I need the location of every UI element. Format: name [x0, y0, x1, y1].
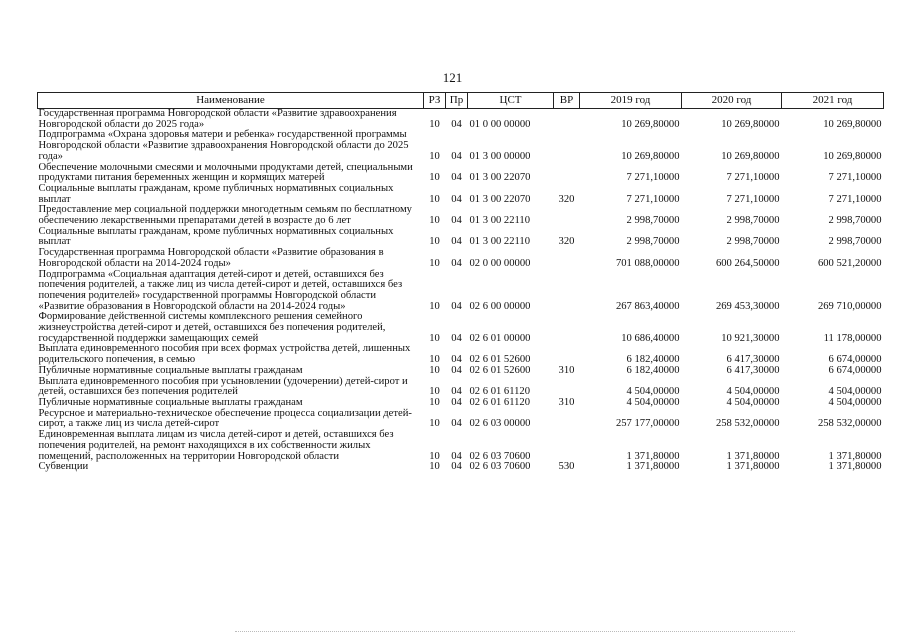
page-number: 121 — [442, 70, 463, 85]
cell-name: Формирование действенной системы комплексного решения семейного жизнеустройства детей-сирот и детей, оставшихся без попечения родителей, государственной поддержки замещающих семей — [38, 311, 386, 344]
cell-vr — [554, 163, 580, 184]
cell-vr — [554, 130, 580, 162]
header-2021: 2021 год — [782, 93, 884, 109]
cell-y2019: 7 271,10000 — [626, 172, 680, 184]
table-row — [38, 227, 884, 248]
table-row — [38, 130, 884, 162]
cell-cst: 01 3 00 22070 — [469, 172, 531, 184]
cell-y2019: 7 271,10000 — [626, 193, 680, 205]
cell-y2021: 7 271,10000 — [828, 193, 882, 205]
table-row — [38, 312, 884, 344]
cell-y2019: 4 504,00000 — [626, 386, 680, 398]
table-row — [38, 248, 884, 269]
table-header-row — [38, 93, 884, 109]
cell-y2021: 11 178,00000 — [823, 332, 882, 344]
cell-pr: 04 — [451, 332, 462, 344]
cell-pr: 04 — [451, 450, 462, 462]
cell-cst: 02 6 03 00000 — [469, 418, 531, 430]
cell-vr — [554, 205, 580, 226]
cell-cst: 02 6 01 00000 — [469, 332, 531, 344]
cell-y2019: 2 998,70000 — [626, 215, 680, 227]
cell-cst: 01 3 00 22110 — [469, 215, 531, 227]
cell-rz: 10 — [429, 332, 440, 344]
cell-rz: 10 — [429, 461, 440, 473]
cell-cst: 01 3 00 22110 — [469, 236, 531, 248]
header-pr: Пр — [446, 93, 468, 109]
cell-pr: 04 — [451, 364, 462, 376]
cell-pr: 04 — [451, 300, 462, 312]
cell-y2020: 258 532,00000 — [715, 418, 780, 430]
cell-y2020: 4 504,00000 — [726, 386, 780, 398]
cell-y2021: 269 710,00000 — [817, 300, 882, 312]
cell-rz: 10 — [429, 215, 440, 227]
cell-y2020: 2 998,70000 — [726, 236, 780, 248]
page-footer-marks — [235, 631, 795, 635]
cell-y2020: 6 417,30000 — [726, 354, 780, 366]
cell-vr: 310 — [558, 396, 575, 408]
cell-y2021: 10 269,80000 — [823, 118, 882, 130]
cell-pr: 04 — [451, 172, 462, 184]
cell-vr: 320 — [558, 236, 575, 248]
cell-vr — [554, 344, 580, 365]
table-row — [38, 462, 884, 473]
cell-name: Государственная программа Новгородской области «Развитие образования в Новгородской области на 2014-2024 годы» — [38, 247, 384, 269]
cell-name: Ресурсное и материально-техническое обеспечение процесса социализации детей-сирот, а также лиц из числа детей-сирот — [38, 407, 412, 430]
cell-cst: 02 6 00 00000 — [469, 300, 531, 312]
cell-name: Обеспечение молочными смесями и молочными продуктами детей, специальными продуктами питания беременных женщин и кормящих матерей — [38, 161, 413, 184]
cell-vr — [554, 430, 580, 462]
table-row — [38, 163, 884, 184]
cell-rz: 10 — [429, 418, 440, 430]
cell-cst: 01 3 00 22070 — [469, 193, 531, 205]
cell-vr — [554, 270, 580, 313]
cell-pr: 04 — [451, 461, 462, 473]
cell-name: Единовременная выплата лицам из числа детей-сирот и детей, оставшихся без попечения родителей, на ремонт находящихся в их собственности жилых помещений, расположенных на территории Новгородской области — [38, 429, 394, 462]
cell-rz: 10 — [429, 396, 440, 408]
cell-pr: 04 — [451, 118, 462, 130]
cell-rz: 10 — [429, 364, 440, 376]
cell-name: Субвенции — [38, 461, 89, 473]
cell-name: Публичные нормативные социальные выплаты гражданам — [38, 396, 303, 408]
cell-y2019: 6 182,40000 — [626, 364, 680, 376]
cell-y2020: 10 269,80000 — [721, 118, 780, 130]
cell-y2021: 6 674,00000 — [828, 364, 882, 376]
cell-cst: 02 0 00 00000 — [469, 257, 531, 269]
cell-y2019: 701 088,00000 — [615, 257, 680, 269]
cell-rz: 10 — [429, 257, 440, 269]
cell-y2020: 4 504,00000 — [726, 396, 780, 408]
cell-vr — [554, 409, 580, 430]
cell-name: Социальные выплаты гражданам, кроме публичных нормативных социальных выплат — [38, 182, 394, 205]
table-row — [38, 205, 884, 226]
cell-pr: 04 — [451, 354, 462, 366]
cell-rz: 10 — [429, 193, 440, 205]
table-row — [38, 366, 884, 377]
cell-vr — [554, 109, 580, 131]
cell-rz: 10 — [429, 150, 440, 162]
cell-y2021: 600 521,20000 — [817, 257, 882, 269]
cell-name: Государственная программа Новгородской области «Развитие здравоохранения Новгородской области до 2025 года» — [38, 108, 397, 130]
cell-y2020: 1 371,80000 — [726, 461, 780, 473]
cell-y2019: 1 371,80000 — [626, 450, 680, 462]
cell-name: Выплата единовременного пособия при усыновлении (удочерении) детей-сирот и детей, оставшихся без попечения родителей — [38, 375, 408, 398]
cell-y2019: 257 177,00000 — [615, 418, 680, 430]
cell-y2019: 4 504,00000 — [626, 396, 680, 408]
cell-y2020: 1 371,80000 — [726, 450, 780, 462]
cell-y2021: 7 271,10000 — [828, 172, 882, 184]
cell-y2019: 10 686,40000 — [621, 332, 680, 344]
cell-vr: 320 — [558, 193, 575, 205]
cell-y2020: 6 417,30000 — [726, 364, 780, 376]
cell-y2021: 258 532,00000 — [817, 418, 882, 430]
cell-y2021: 4 504,00000 — [828, 386, 882, 398]
header-name: Наименование — [38, 93, 424, 109]
header-cst: ЦСТ — [468, 93, 554, 109]
table-row — [38, 344, 884, 365]
cell-y2021: 10 269,80000 — [823, 150, 882, 162]
header-vr: ВР — [554, 93, 580, 109]
cell-vr — [554, 312, 580, 344]
cell-y2020: 10 921,30000 — [721, 332, 780, 344]
cell-cst: 01 3 00 00000 — [469, 150, 531, 162]
cell-y2021: 1 371,80000 — [828, 461, 882, 473]
table-body — [38, 109, 884, 473]
cell-name: Предоставление мер социальной поддержки многодетным семьям по бесплатному обеспечению лекарственными препаратами детей в возрасте до 6 лет — [38, 204, 412, 227]
cell-pr: 04 — [451, 396, 462, 408]
cell-cst: 02 6 03 70600 — [469, 461, 531, 473]
table-row — [38, 270, 884, 313]
cell-y2021: 1 371,80000 — [828, 450, 882, 462]
cell-y2020: 269 453,30000 — [715, 300, 780, 312]
cell-y2020: 600 264,50000 — [715, 257, 780, 269]
table-row — [38, 409, 884, 430]
table-row — [38, 109, 884, 131]
cell-vr: 530 — [558, 461, 575, 473]
cell-y2019: 2 998,70000 — [626, 236, 680, 248]
header-2020: 2020 год — [682, 93, 782, 109]
cell-name: Выплата единовременного пособия при всех формах устройства детей, лишенных родительского попечения, в семью — [38, 343, 411, 366]
cell-pr: 04 — [451, 215, 462, 227]
cell-cst: 02 6 01 52600 — [469, 354, 531, 366]
cell-name: Социальные выплаты гражданам, кроме публичных нормативных социальных выплат — [38, 225, 394, 248]
cell-pr: 04 — [451, 193, 462, 205]
cell-rz: 10 — [429, 300, 440, 312]
header-2019: 2019 год — [580, 93, 682, 109]
cell-y2021: 4 504,00000 — [828, 396, 882, 408]
cell-name: Подпрограмма «Охрана здоровья матери и ребенка» государственной программы Новгородской области «Развитие здравоохранения Новгородской области до 2025 года» — [38, 129, 409, 162]
cell-vr: 310 — [558, 364, 575, 376]
cell-rz: 10 — [429, 236, 440, 248]
cell-rz: 10 — [429, 172, 440, 184]
budget-table — [37, 92, 884, 473]
cell-y2021: 2 998,70000 — [828, 215, 882, 227]
cell-cst: 02 6 01 61120 — [469, 386, 531, 398]
cell-rz: 10 — [429, 354, 440, 366]
cell-y2019: 267 863,40000 — [615, 300, 680, 312]
cell-name: Публичные нормативные социальные выплаты гражданам — [38, 364, 303, 376]
cell-cst: 02 6 01 61120 — [469, 396, 531, 408]
cell-y2020: 2 998,70000 — [726, 215, 780, 227]
cell-cst: 01 0 00 00000 — [469, 118, 531, 130]
table-row — [38, 377, 884, 398]
cell-vr — [554, 248, 580, 269]
cell-name: Подпрограмма «Социальная адаптация детей-сирот и детей, оставшихся без попечения родителей, а также лиц из числа детей-сирот и детей, оставшихся без попечения родителей» государственной программы Новгородской области «Развитие образования в Новгородской области на 2014-2024 годы» — [38, 268, 403, 312]
cell-y2021: 2 998,70000 — [828, 236, 882, 248]
header-rz: РЗ — [424, 93, 446, 109]
cell-pr: 04 — [451, 418, 462, 430]
cell-pr: 04 — [451, 150, 462, 162]
cell-cst: 02 6 03 70600 — [469, 450, 531, 462]
cell-y2019: 10 269,80000 — [621, 150, 680, 162]
cell-pr: 04 — [451, 257, 462, 269]
cell-y2020: 7 271,10000 — [726, 172, 780, 184]
cell-y2021: 6 674,00000 — [828, 354, 882, 366]
cell-rz: 10 — [429, 386, 440, 398]
cell-pr: 04 — [451, 236, 462, 248]
cell-rz: 10 — [429, 118, 440, 130]
table-row — [38, 184, 884, 205]
cell-y2019: 1 371,80000 — [626, 461, 680, 473]
cell-cst: 02 6 01 52600 — [469, 364, 531, 376]
cell-y2019: 10 269,80000 — [621, 118, 680, 130]
table-row — [38, 430, 884, 462]
cell-y2020: 10 269,80000 — [721, 150, 780, 162]
cell-pr: 04 — [451, 386, 462, 398]
cell-y2020: 7 271,10000 — [726, 193, 780, 205]
cell-rz: 10 — [429, 450, 440, 462]
cell-y2019: 6 182,40000 — [626, 354, 680, 366]
cell-vr — [554, 377, 580, 398]
